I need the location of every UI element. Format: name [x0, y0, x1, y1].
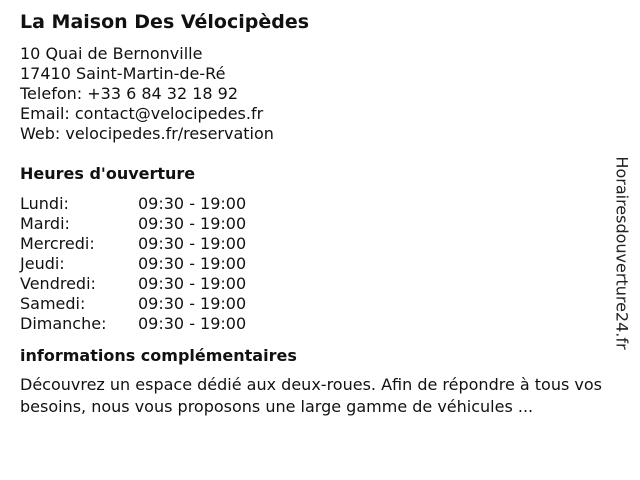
- hours-time: 09:30 - 19:00: [138, 214, 247, 233]
- hours-time: 09:30 - 19:00: [138, 194, 247, 213]
- hours-time: 09:30 - 19:00: [138, 274, 247, 293]
- hours-row: [20, 314, 246, 334]
- site-watermark: Horairesdouverture24.fr: [612, 156, 632, 350]
- phone-number[interactable]: Telefon: +33 6 84 32 18 92: [20, 84, 239, 103]
- hours-row: [20, 194, 246, 214]
- hours-day: Dimanche:: [20, 314, 107, 333]
- address-street: 10 Quai de Bernonville: [20, 44, 203, 63]
- website-link[interactable]: Web: velocipedes.fr/reservation: [20, 124, 274, 143]
- hours-time: 09:30 - 19:00: [138, 294, 247, 313]
- hours-day: Vendredi:: [20, 274, 96, 293]
- hours-time: 09:30 - 19:00: [138, 254, 247, 273]
- email-address[interactable]: Email: contact@velocipedes.fr: [20, 104, 264, 123]
- hours-row: [20, 294, 246, 314]
- hours-time: 09:30 - 19:00: [138, 314, 247, 333]
- hours-day: Lundi:: [20, 194, 69, 213]
- hours-day: Mercredi:: [20, 234, 95, 253]
- shop-card: [20, 10, 610, 418]
- hours-time: 09:30 - 19:00: [138, 234, 247, 253]
- hours-row: [20, 254, 246, 274]
- contact-block: [20, 44, 610, 144]
- address-city: 17410 Saint-Martin-de-Ré: [20, 64, 226, 83]
- info-description: Découvrez un espace dédié aux deux-roues. Afin de répondre à tous vos besoins, nous vous proposons une large gamme de véhicules ...: [20, 375, 602, 416]
- hours-day: Samedi:: [20, 294, 86, 313]
- shop-name: La Maison Des Vélocipèdes: [20, 11, 310, 33]
- hours-row: [20, 214, 246, 234]
- hours-row: [20, 234, 246, 254]
- hours-heading: Heures d'ouverture: [20, 164, 196, 183]
- opening-hours-table: [20, 194, 246, 334]
- hours-day: Jeudi:: [20, 254, 65, 273]
- hours-row: [20, 274, 246, 294]
- hours-day: Mardi:: [20, 214, 70, 233]
- info-heading: informations complémentaires: [20, 346, 297, 365]
